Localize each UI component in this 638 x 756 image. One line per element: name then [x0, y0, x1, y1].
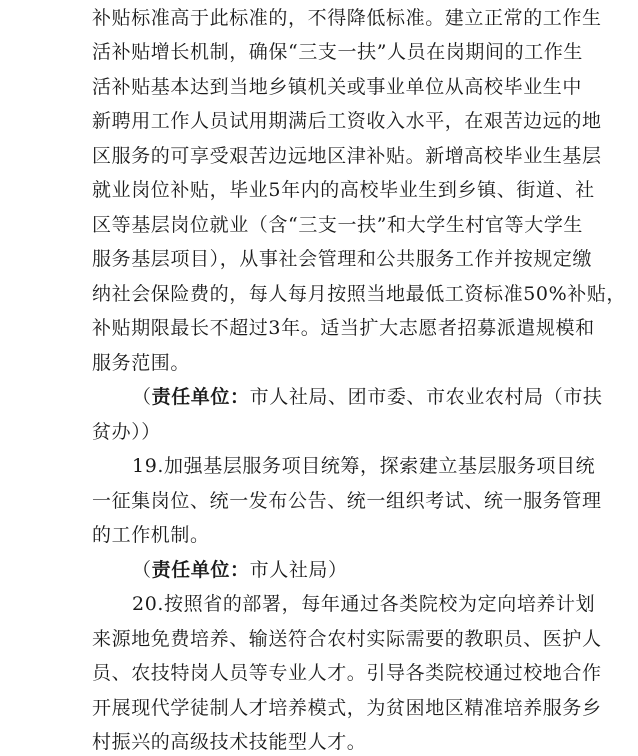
paragraph-line: 服务范围。: [92, 352, 191, 374]
responsibility-colon: ：: [230, 386, 250, 408]
item-19-line: 19.加强基层服务项目统筹，探索建立基层服务项目统: [132, 455, 596, 477]
paragraph-line: 服务基层项目），从事社会管理和公共服务工作并按规定缴: [92, 248, 593, 270]
responsibility-line: [132, 385, 603, 409]
paragraph-line: 纳社会保险费的，每人每月按照当地最低工资标准50%补贴，: [92, 283, 627, 305]
responsibility-label: 责任单位: [151, 386, 231, 408]
item-20-line: 20.按照省的部署，每年通过各类院校为定向培养计划: [132, 593, 596, 615]
paragraph-line: 就业岗位补贴，毕业5年内的高校毕业生到乡镇、街道、社: [92, 179, 595, 201]
resp-open-paren: （: [132, 559, 152, 581]
responsibility-colon: ：: [230, 559, 250, 581]
item-19-line: 一征集岗位、统一发布公告、统一组织考试、统一服务管理: [92, 490, 602, 512]
responsibility-label: 责任单位: [151, 559, 231, 581]
paragraph-line: 补贴标准高于此标准的，不得降低标准。建立正常的工作生: [92, 7, 602, 29]
paragraph-line: 活补贴增长机制，确保“三支一扶”人员在岗期间的工作生: [92, 41, 584, 63]
responsibility-line: [132, 558, 552, 582]
resp-open-paren: （: [132, 386, 152, 408]
item-20-line: 村振兴的高级技术技能型人才。: [92, 731, 367, 753]
item-19-line: 的工作机制。: [92, 524, 210, 546]
paragraph-line: 新聘用工作人员试用期满后工资收入水平，在艰苦边远的地: [92, 110, 602, 132]
responsibility-units: 市人社局、团市委、市农业农村局（市扶: [249, 386, 603, 408]
item-20-line: 开展现代学徒制人才培养模式，为贫困地区精准培养服务乡: [92, 697, 602, 719]
responsibility-units: 市人社局）: [249, 559, 348, 581]
paragraph-line: 活补贴基本达到当地乡镇机关或事业单位从高校毕业生中: [92, 76, 583, 98]
item-20-line: 员、农技特岗人员等专业人才。引导各类院校通过校地合作: [92, 662, 602, 684]
paragraph-line: 区等基层岗位就业（含“三支一扶”和大学生村官等大学生: [92, 214, 584, 236]
paragraph-line: 区服务的可享受艰苦边远地区津补贴。新增高校毕业生基层: [92, 145, 602, 167]
responsibility-line-continued: 贫办））: [92, 421, 161, 443]
item-20-line: 来源地免费培养、输送符合农村实际需要的教职员、医护人: [92, 628, 602, 650]
paragraph-line: 补贴期限最长不超过3年。适当扩大志愿者招募派遣规模和: [92, 317, 595, 339]
